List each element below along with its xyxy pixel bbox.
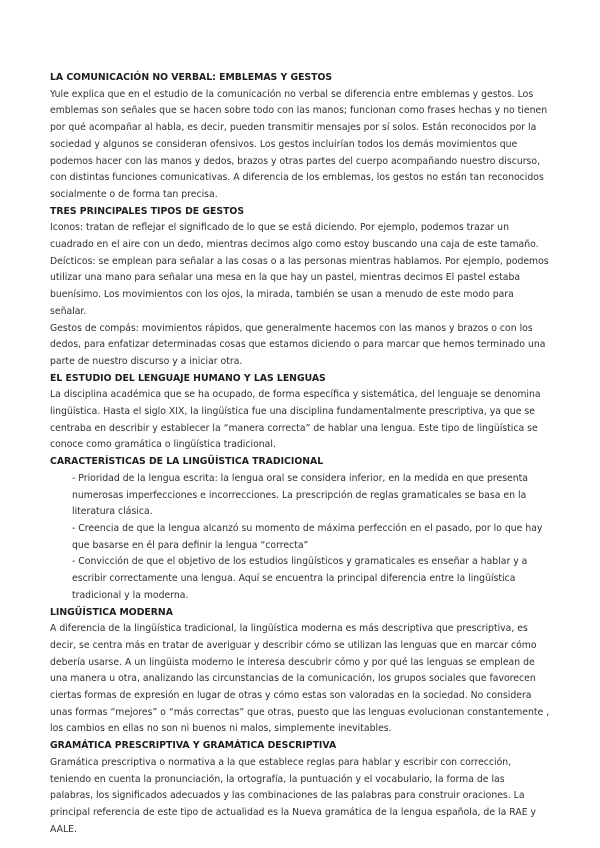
paragraph-deictics: Deícticos: se emplean para señalar a las cosas o a las personas mientras hablamos. Por ejemplo, podemos utilizar una mano para señalar una mesa en la que hay un pastel, mientras decimos El pastel estaba buenísimo. Los movimientos con los ojos, la mirada, también se usan a menudo de este modo para señalar. [50,255,549,317]
document-page [50,70,550,838]
list-item: - Creencia de que la lengua alcanzó su momento de máxima perfección en el pasado, por lo que hay que basarse en él para definir la lengua “correcta” [72,522,543,551]
list-item: - Convicción de que el objetivo de los estudios lingüísticos y gramaticales es enseñar a hablar y a escribir correctamente una lengua. Aquí se encuentra la principal diferencia entre la lingüística tradicional y la moderna. [72,556,528,601]
section-heading-modern-linguistics: LINGÜÍSTICA MODERNA [50,606,173,618]
paragraph-icons: Iconos: tratan de reflejar el significado de lo que se está diciendo. Por ejemplo, podemos trazar un cuadrado en el aire con un dedo, mientras decimos algo como estoy buscando una caja de este tamaño. [50,222,539,251]
section-heading-nonverbal: LA COMUNICACIÓN NO VERBAL: EMBLEMAS Y GESTOS [50,72,333,83]
section-heading-grammar-types: GRAMÁTICA PRESCRIPTIVA Y GRAMÁTICA DESCRIPTIVA [50,740,337,752]
section-heading-gesture-types: TRES PRINCIPALES TIPOS DE GESTOS [50,205,245,217]
paragraph-beat-gestures: Gestos de compás: movimientos rápidos, que generalmente hacemos con las manos y brazos o con los dedos, para enfatizar determinadas cosas que estamos diciendo o para marcar que hemos terminado una parte de nuestro discurso y a iniciar otra. [50,322,546,367]
traditional-linguistics-list [50,471,550,605]
paragraph-modern-linguistics: A diferencia de la lingüística tradicional, la lingüística moderna es más descriptiva que prescriptiva, es decir, se centra más en tratar de averiguar y describir cómo se utilizan las lenguas que en marcar cómo debería usarse. A un lingüista moderno le interesa descubrir cómo y por qué las lenguas se emplean de una manera u otra, analizando las circunstancias de la comunicación, los grupos sociales que favorecen ciertas formas de expresión en lugar de otras y cómo estas son valoradas en la sociedad. No considera unas formas “mejores” o “más correctas” que otras, puesto que las lenguas evolucionan constantemente , los cambios en ellas no son ni buenos ni malos, simplemente inevitables. [50,623,550,735]
list-item: - Prioridad de la lengua escrita: la lengua oral se considera inferior, en la medida en que presenta numerosas imperfecciones e incorrecciones. La prescripción de reglas gramaticales se basa en la literatura clásica. [72,472,529,518]
section-heading-language-study: EL ESTUDIO DEL LENGUAJE HUMANO Y LAS LENGUAS [50,372,326,384]
paragraph-linguistics-discipline: La disciplina académica que se ha ocupado, de forma específica y sistemática, del lenguaje se denomina lingüística. Hasta el siglo XIX, la lingüística fue una disciplina fundamentalmente prescriptiva, ya que se centraba en describir y establecer la “manera correcta” de hablar una lengua. Este tipo de lingüística se conoce como gramática o lingüística tradicional. [50,389,541,451]
paragraph-prescriptive-grammar: Gramática prescriptiva o normativa a la que establece reglas para hablar y escribir con corrección, teniendo en cuenta la pronunciación, la ortografía, la puntuación y el vocabulario, la forma de las palabras, los significados adecuados y las combinaciones de las palabras para construir oraciones. La principal referencia de este tipo de actualidad es la Nueva gramática de la lengua española, de la RAE y AALE. [50,756,537,835]
section-heading-traditional-linguistics: CARACTERÍSTICAS DE LA LINGÜÍSTICA TRADICIONAL [50,456,324,468]
paragraph-emblems-gestures: Yule explica que en el estudio de la comunicación no verbal se diferencia entre emblemas y gestos. Los emblemas son señales que se hacen sobre todo con las manos; funcionan como frases hechas y no tienen por qué acompañar al habla, es decir, pueden transmitir mensajes por sí solos. Están reconocidos por la sociedad y algunos se consideran ofensivos. Los gestos incluirían todos los demás movimientos que podemos hacer con las manos y dedos, brazos y otras partes del cuerpo acompañando nuestro discurso, con distintas funciones comunicativas. A diferencia de los emblemas, los gestos no están tan reconocidos socialmente o de forma tan precisa. [50,88,548,200]
